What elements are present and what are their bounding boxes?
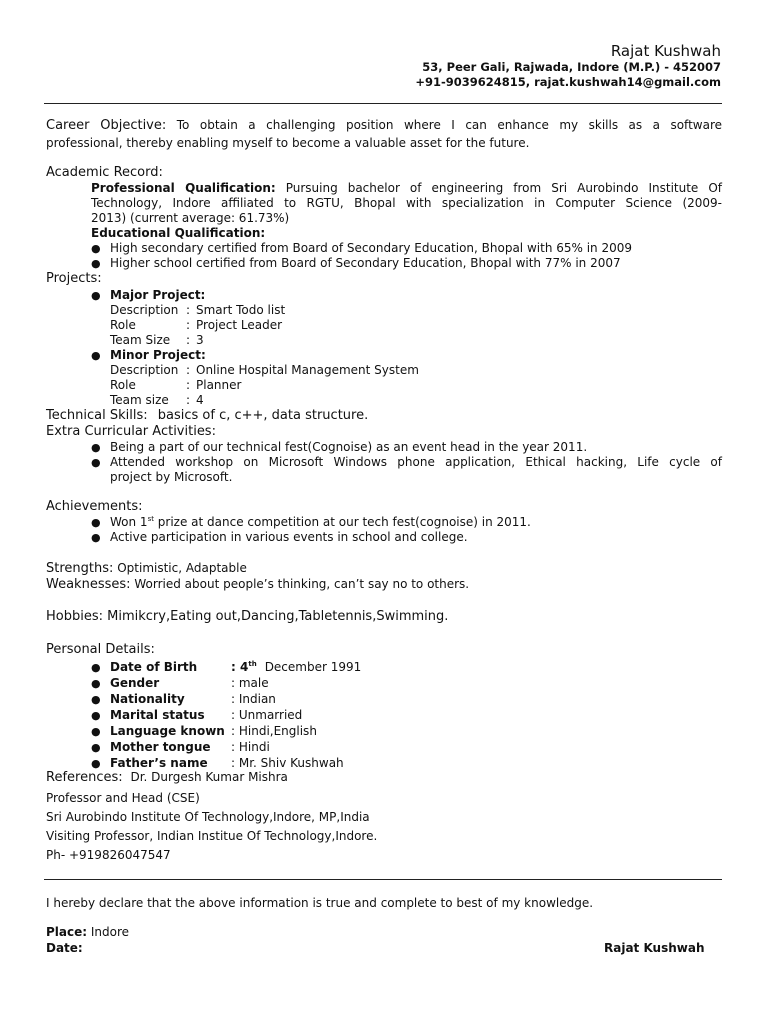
bullet-icon: ● xyxy=(91,709,101,722)
hobbies-title: Hobbies: xyxy=(46,609,103,624)
bullet-icon: ● xyxy=(91,456,101,469)
achievement-item: Active participation in various events in school and college. xyxy=(110,530,468,544)
header-address: 53, Peer Gali, Rajwada, Indore (M.P.) - 452007 xyxy=(422,60,721,74)
header-name: Rajat Kushwah xyxy=(610,42,721,60)
colon: : xyxy=(186,303,191,317)
hobbies-value: Mimikcry,Eating out,Dancing,Tabletennis,Swimming. xyxy=(107,609,449,624)
bullet-icon: ● xyxy=(91,242,101,255)
prof-qualification-label: Professional Qualification: xyxy=(91,181,276,195)
bullet-icon: ● xyxy=(91,741,101,754)
bullet-icon: ● xyxy=(91,441,101,454)
prof-qualification-line3: 2013) (current average: 61.73%) xyxy=(91,211,290,225)
bullet-icon: ● xyxy=(91,757,101,770)
personal-value: : Indian xyxy=(231,692,276,706)
personal-label: Mother tongue xyxy=(110,740,211,754)
bullet-icon: ● xyxy=(91,531,101,544)
colon: : xyxy=(186,363,191,377)
date-label: Date: xyxy=(46,941,83,955)
career-objective-line1 xyxy=(46,118,722,133)
major-value: Project Leader xyxy=(196,318,283,332)
academic-title: Academic Record: xyxy=(46,165,163,180)
bullet-icon: ● xyxy=(91,677,101,690)
minor-value: 4 xyxy=(196,393,204,407)
major-key: Description xyxy=(110,303,179,317)
strengths-line xyxy=(46,561,247,576)
weaknesses-line xyxy=(46,577,469,592)
prof-qualification-line2: Technology, Indore affiliated to RGTU, Bhopal with specialization in Computer Science (2009- xyxy=(91,196,722,210)
personal-label: Gender xyxy=(110,676,160,690)
major-key: Role xyxy=(110,318,136,332)
minor-project-label: Minor Project: xyxy=(110,348,206,362)
career-objective-title: Career Objective: xyxy=(46,118,167,133)
minor-key: Role xyxy=(110,378,136,392)
references-title: References: xyxy=(46,770,123,785)
reference-line: Ph- +919826047547 xyxy=(46,848,171,862)
place-label: Place: xyxy=(46,925,88,939)
minor-key: Team size xyxy=(110,393,169,407)
career-objective-text: To obtain a challenging position where I can enhance my skills as a software xyxy=(176,118,722,132)
technical-skills-title: Technical Skills: xyxy=(46,408,148,423)
prof-qualification-text: Pursuing bachelor of engineering from Sri Aurobindo Institute Of xyxy=(285,181,722,195)
references-name: Dr. Durgesh Kumar Mishra xyxy=(130,770,288,784)
strengths-value: Optimistic, Adaptable xyxy=(117,561,247,575)
edu-item: High secondary certified from Board of Secondary Education, Bhopal with 65% in 2009 xyxy=(110,241,633,255)
header-contact: +91-9039624815, rajat.kushwah14@gmail.com xyxy=(415,75,721,89)
bullet-icon: ● xyxy=(91,725,101,738)
colon: : xyxy=(186,393,191,407)
technical-skills-line xyxy=(46,408,368,423)
personal-dob-value: : 4th December 1991 xyxy=(231,660,362,674)
personal-label: Language known xyxy=(110,724,225,738)
colon: : xyxy=(186,318,191,332)
edu-qualification-label: Educational Qualification: xyxy=(91,226,266,240)
bullet-icon: ● xyxy=(91,289,101,302)
reference-line: Professor and Head (CSE) xyxy=(46,791,200,805)
personal-value: : Hindi xyxy=(231,740,270,754)
place-line xyxy=(46,925,129,939)
projects-title: Projects: xyxy=(46,271,102,286)
major-project-label: Major Project: xyxy=(110,288,206,302)
reference-line: Visiting Professor, Indian Institue Of Technology,Indore. xyxy=(46,829,378,843)
personal-label: Date of Birth xyxy=(110,660,198,674)
weaknesses-value: Worried about people’s thinking, can’t say no to others. xyxy=(134,577,470,591)
personal-label: Marital status xyxy=(110,708,205,722)
signature-name: Rajat Kushwah xyxy=(604,941,705,955)
edu-item: Higher school certified from Board of Secondary Education, Bhopal with 77% in 2007 xyxy=(110,256,621,270)
personal-value: : male xyxy=(231,676,269,690)
declaration: I hereby declare that the above information is true and complete to best of my knowledge. xyxy=(46,896,594,910)
place-value: Indore xyxy=(90,925,130,939)
bottom-divider xyxy=(44,879,722,880)
colon: : xyxy=(186,378,191,392)
minor-value: Planner xyxy=(196,378,242,392)
bullet-icon: ● xyxy=(91,693,101,706)
personal-label: Father’s name xyxy=(110,756,208,770)
extra-item: Being a part of our technical fest(Cognoise) as an event head in the year 2011. xyxy=(110,440,588,454)
weaknesses-title: Weaknesses: xyxy=(46,577,131,592)
major-value: Smart Todo list xyxy=(196,303,286,317)
major-value: 3 xyxy=(196,333,204,347)
personal-value: : Mr. Shiv Kushwah xyxy=(231,756,344,770)
reference-line: Sri Aurobindo Institute Of Technology,Indore, MP,India xyxy=(46,810,370,824)
bullet-icon: ● xyxy=(91,661,101,674)
prof-qualification-line1 xyxy=(91,181,722,195)
bullet-icon: ● xyxy=(91,516,101,529)
technical-skills-value: basics of c, c++, data structure. xyxy=(157,408,369,423)
major-key: Team Size xyxy=(110,333,171,347)
strengths-title: Strengths: xyxy=(46,561,114,576)
extra-title: Extra Curricular Activities: xyxy=(46,424,216,439)
extra-item: Attended workshop on Microsoft Windows phone application, Ethical hacking, Life cycle of xyxy=(110,455,722,469)
achievement-item: Won 1st prize at dance competition at our tech fest(cognoise) in 2011. xyxy=(110,515,531,529)
personal-value: : Hindi,English xyxy=(231,724,317,738)
career-objective-line2: professional, thereby enabling myself to become a valuable asset for the future. xyxy=(46,136,530,150)
hobbies-line xyxy=(46,609,448,624)
top-divider xyxy=(44,103,722,104)
extra-item-cont: project by Microsoft. xyxy=(110,470,233,484)
personal-label: Nationality xyxy=(110,692,185,706)
achievements-title: Achievements: xyxy=(46,499,143,514)
references-line xyxy=(46,770,288,785)
colon: : xyxy=(186,333,191,347)
bullet-icon: ● xyxy=(91,257,101,270)
bullet-icon: ● xyxy=(91,349,101,362)
minor-key: Description xyxy=(110,363,179,377)
personal-title: Personal Details: xyxy=(46,642,155,657)
personal-value: : Unmarried xyxy=(231,708,303,722)
minor-value: Online Hospital Management System xyxy=(196,363,419,377)
